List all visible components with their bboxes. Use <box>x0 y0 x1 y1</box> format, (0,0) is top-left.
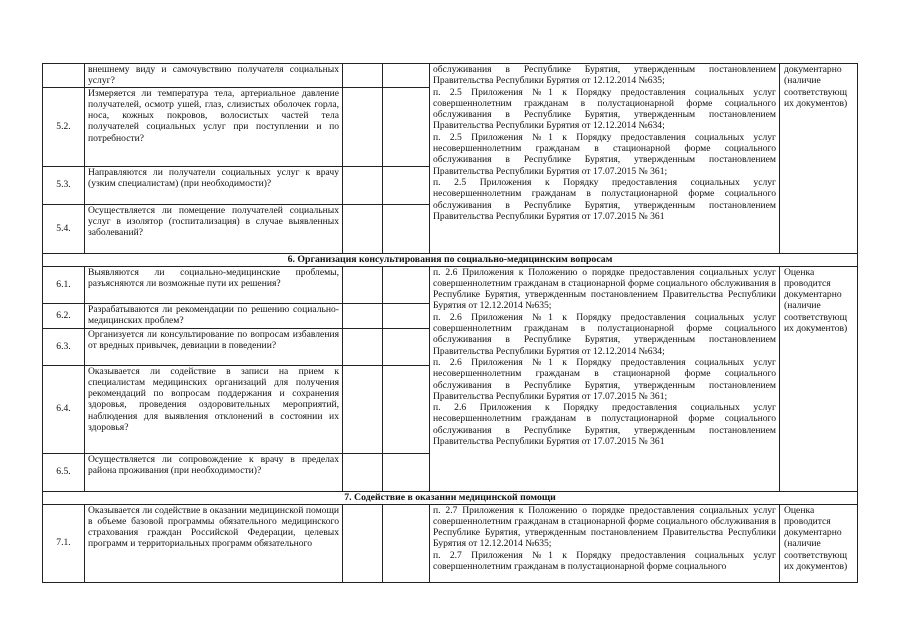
row-number: 6.5. <box>43 453 85 491</box>
row-number: 5.4. <box>43 204 85 253</box>
question-cell: Разрабатываются ли рекомендации по решению социально-медицинских проблем? <box>85 303 343 328</box>
section-header-row <box>43 253 858 266</box>
question-cell: Выявляются ли социально-медицинские проблемы, разъясняются ли возможные пути их решения? <box>85 266 343 303</box>
question-cell: Осуществляется ли помещение получателей социальных услуг в изолятор (госпитализация) в случае выявленных заболеваний? <box>85 204 343 253</box>
row-number <box>43 64 85 88</box>
question-cell: Оказывается ли содействие в записи на прием к специалистам медицинских организаций для получения рекомендаций по вопросам поддержания и сохранения здоровья, проведения оздоровительных мероприятий, наблюдения для выявления отклонений в состоянии их здоровья? <box>85 365 343 453</box>
legal-reference-cell <box>430 64 780 254</box>
section-header-row <box>43 491 858 504</box>
empty-cell <box>343 453 383 491</box>
empty-cell <box>383 328 430 365</box>
reference-paragraph: п. 2.5 Приложения №1 к Порядку предоставления социальных услуг несовершеннолетним гражданам в стационарной форме социального обслуживания в Республике Бурятия, утвержденным постановлением Правительства Республики Бурятия от 17.07.2015 № 361; <box>433 131 776 177</box>
empty-cell <box>343 365 383 453</box>
empty-cell <box>383 87 430 166</box>
table-row <box>43 64 858 88</box>
row-number: 6.2. <box>43 303 85 328</box>
row-number: 6.3. <box>43 328 85 365</box>
reference-paragraph: п. 2.6 Приложения к Порядку предоставления социальных услуг несовершеннолетним гражданам в полустационарной форме социального обслуживания в Республике Бурятия, утвержденным постановлением Правительства Республики Бурятия от 17.07.2015 № 361 <box>433 402 776 448</box>
empty-cell <box>343 64 383 88</box>
empty-cell <box>383 303 430 328</box>
reference-paragraph: п. 2.7 Приложения №1 к Порядку предоставления социальных услуг совершеннолетним гражданам в полустационарной форме социального <box>433 549 776 573</box>
empty-cell <box>343 504 383 582</box>
question-cell: Оказывается ли содействие в оказании медицинской помощи в объеме базовой программы обязательного медицинского страхования граждан Российской Федерации, целевых программ и территориальных программ обязательного <box>85 504 343 582</box>
document-page <box>42 63 848 583</box>
legal-reference-cell <box>430 504 780 582</box>
reference-paragraph: п. 2.5 Приложения к Порядку предоставления социальных услуг несовершеннолетним гражданам в полустационарной форме социального обслуживания в Республике Бурятия, утвержденным постановлением Правительства Республики Бурятия от 17.07.2015 № 361 <box>433 176 776 222</box>
table-row <box>43 504 858 582</box>
empty-cell <box>383 266 430 303</box>
assessment-note-cell: документарно (наличие соответствующ их документов) <box>780 64 858 254</box>
reference-paragraph: п. 2.6 Приложения к Положению о порядке предоставления социальных услуг совершеннолетним гражданам в стационарной форме социального обслуживания в Республике Бурятия, утвержденным постановлением Правительства Республики Бурятия от 12.12.2014 №635; <box>433 266 776 312</box>
section-title: 6. Организация консультирования по социально-медицинским вопросам <box>43 253 858 266</box>
empty-cell <box>383 453 430 491</box>
reference-paragraph: п. 2.7 Приложения к Положению о порядке предоставления социальных услуг совершеннолетним гражданам в стационарной форме социального обслуживания в Республике Бурятия, утвержденным постановлением Правительства Республики Бурятия от 12.12.2014 №635; <box>433 504 776 550</box>
reference-paragraph: обслуживания в Республике Бурятия, утвержденным постановлением Правительства Республики Бурятия от 12.12.2014 №635; <box>433 64 776 87</box>
empty-cell <box>343 328 383 365</box>
reference-paragraph: п. 2.6 Приложения №1 к Порядку предоставления социальных услуг несовершеннолетним гражданам в стационарной форме социального обслуживания в Республике Бурятия, утвержденным постановлением Правительства Республики Бурятия от 17.07.2015 № 361; <box>433 356 776 402</box>
assessment-note-cell: Оценка проводится документарно (наличие соответствующ их документов) <box>780 504 858 582</box>
row-number: 6.4. <box>43 365 85 453</box>
row-number: 6.1. <box>43 266 85 303</box>
question-cell: Организуется ли консультирование по вопросам избавления от вредных привычек, девиации в поведении? <box>85 328 343 365</box>
legal-reference-cell <box>430 266 780 491</box>
empty-cell <box>343 204 383 253</box>
empty-cell <box>383 64 430 88</box>
empty-cell <box>383 504 430 582</box>
empty-cell <box>343 87 383 166</box>
empty-cell <box>383 204 430 253</box>
row-number: 7.1. <box>43 504 85 582</box>
section-title: 7. Содействие в оказании медицинской помощи <box>43 491 858 504</box>
empty-cell <box>343 166 383 204</box>
question-cell: Измеряется ли температура тела, артериальное давление получателей, осмотр ушей, глаз, слизистых оболочек горла, носа, кожных покровов, волосистых частей тела получателей социальных услуг при поступлении и по потребности? <box>85 87 343 166</box>
question-cell: внешнему виду и самочувствию получателя социальных услуг? <box>85 64 343 88</box>
empty-cell <box>383 365 430 453</box>
question-cell: Осуществляется ли сопровождение к врачу в пределах района проживания (при необходимости)? <box>85 453 343 491</box>
empty-cell <box>343 303 383 328</box>
assessment-note-cell: Оценка проводится документарно (наличие соответствующ их документов) <box>780 266 858 491</box>
empty-cell <box>343 266 383 303</box>
empty-cell <box>383 166 430 204</box>
question-cell: Направляются ли получатели социальных услуг к врачу (узким специалистам) (при необходимости)? <box>85 166 343 204</box>
reference-paragraph: п. 2.5 Приложения №1 к Порядку предоставления социальных услуг совершеннолетним гражданам в полустационарной форме социального обслуживания в Республике Бурятия, утвержденным постановлением Правительства Республики Бурятия от 12.12.2014 №634; <box>433 86 776 132</box>
inspection-checklist-table <box>42 63 858 583</box>
row-number: 5.2. <box>43 87 85 166</box>
table-row <box>43 266 858 303</box>
reference-paragraph: п. 2.6 Приложения №1 к Порядку предоставления социальных услуг совершеннолетним гражданам в полустационарной форме социального обслуживания в Республике Бурятия, утвержденным постановлением Правительства Республики Бурятия от 12.12.2014 №634; <box>433 311 776 357</box>
row-number: 5.3. <box>43 166 85 204</box>
